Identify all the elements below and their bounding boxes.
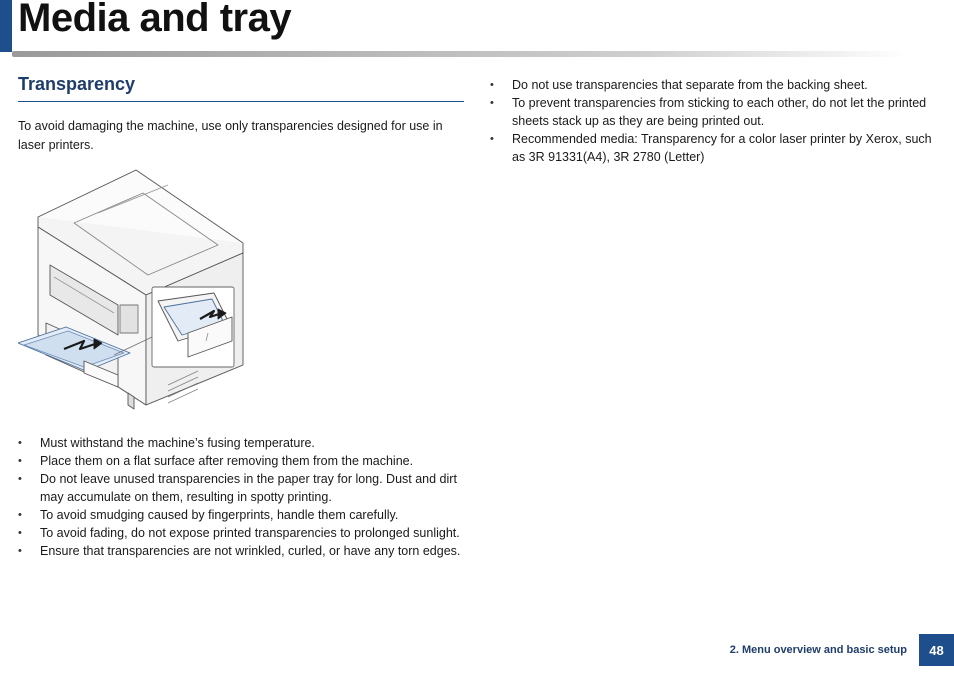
footer-chapter-link[interactable]: 2. Menu overview and basic setup [729,644,907,656]
title-divider [12,51,912,57]
list-item: • To avoid smudging caused by fingerprints, handle them carefully. [18,506,468,524]
list-item: • Ensure that transparencies are not wrinkled, curled, or have any torn edges. [18,542,468,560]
list-item: • To avoid fading, do not expose printed transparencies to prolonged sunlight. [18,524,468,542]
list-item: • Must withstand the machine’s fusing temperature. [18,434,468,452]
section-divider [18,101,464,102]
left-bullet-list [18,434,468,560]
page-number-badge: 48 [919,634,954,666]
right-bullet-list [490,76,940,166]
printer-transparency-tray-illustration [18,165,258,425]
section-heading: Transparency [18,74,136,94]
intro-paragraph: To avoid damaging the machine, use only transparencies designed for use in laser printers. [18,119,443,152]
list-item: • To prevent transparencies from sticking to each other, do not let the printed sheets stack up as they are being printed out. [490,94,940,130]
header-accent-bar [0,0,12,52]
page-title: Media and tray [18,0,292,40]
list-item: • Recommended media: Transparency for a color laser printer by Xerox, such as 3R 91331(A4), 3R 2780 (Letter) [490,130,940,166]
list-item: • Do not use transparencies that separate from the backing sheet. [490,76,940,94]
list-item: • Do not leave unused transparencies in the paper tray for long. Dust and dirt may accumulate on them, resulting in spotty printing. [18,470,468,506]
list-item: • Place them on a flat surface after removing them from the machine. [18,452,468,470]
